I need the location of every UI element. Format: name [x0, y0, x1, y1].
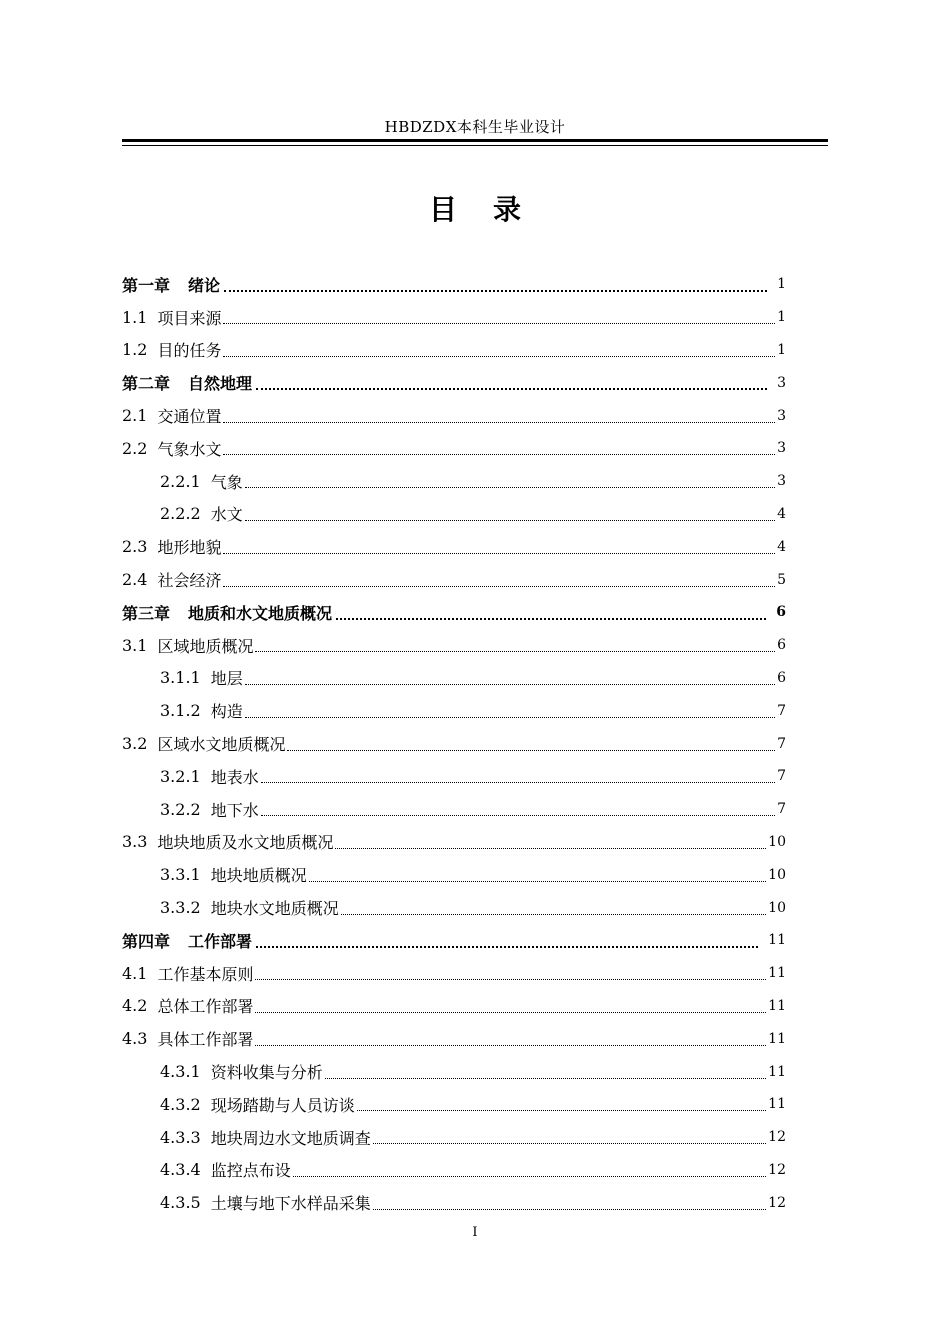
toc-entry-number: 4.3	[122, 1029, 148, 1049]
toc-entry-page: 4	[777, 538, 786, 555]
toc-dot-leader	[287, 749, 775, 751]
toc-entry-label: 土壤与地下水样品采集	[210, 1194, 371, 1214]
toc-entry-label: 目的任务	[157, 341, 222, 361]
toc-entry[interactable]	[122, 498, 786, 531]
toc-title: 目录	[428, 193, 557, 226]
toc-entry[interactable]	[122, 432, 786, 465]
toc-entry-label: 具体工作部署	[157, 1030, 254, 1050]
toc-entry-page: 3	[777, 440, 786, 457]
header-rule-thin	[122, 145, 828, 146]
toc-entry-page: 3	[777, 374, 786, 391]
toc-dot-leader	[223, 421, 775, 423]
toc-entry-number: 第一章	[122, 275, 171, 295]
toc-dot-leader	[373, 1142, 766, 1144]
toc-entry[interactable]	[122, 891, 786, 924]
toc-entry[interactable]	[122, 858, 786, 891]
toc-entry-page: 11	[768, 1063, 786, 1080]
toc-entry-number: 2.4	[122, 570, 148, 590]
toc-dot-leader	[223, 355, 775, 357]
toc-dot-leader	[255, 978, 766, 980]
toc-entry-number: 2.2.2	[160, 504, 201, 524]
toc-entry-label: 水文	[210, 505, 243, 525]
toc-entry-page: 3	[777, 407, 786, 424]
toc-entry-page: 6	[777, 637, 786, 654]
toc-dot-leader	[223, 322, 775, 324]
toc-entry-number: 3.1.2	[160, 701, 201, 721]
toc-entry[interactable]	[122, 727, 786, 760]
toc-dot-leader	[245, 486, 775, 488]
toc-entry-label: 自然地理	[188, 374, 253, 394]
toc-dot-leader	[255, 650, 775, 652]
toc-entry-number: 4.3.4	[160, 1160, 201, 1180]
toc-dot-leader	[245, 519, 775, 521]
toc-entry-page: 11	[768, 1096, 786, 1113]
toc-entry-label: 地质和水文地质概况	[188, 603, 333, 623]
toc-entry[interactable]	[122, 957, 786, 990]
toc-entry-label: 工作基本原则	[157, 964, 254, 984]
toc-entry[interactable]	[122, 1121, 786, 1154]
toc-dot-leader	[373, 1208, 766, 1210]
toc-entry-label: 资料收集与分析	[210, 1063, 323, 1083]
toc-entry-page: 11	[768, 997, 786, 1014]
toc-entry-label: 地块水文地质概况	[210, 899, 339, 919]
toc-entry-page: 6	[776, 604, 786, 621]
toc-entry-page: 1	[777, 276, 786, 293]
toc-dot-leader	[309, 880, 766, 882]
toc-entry[interactable]	[122, 268, 786, 301]
toc-entry-number: 4.3.2	[160, 1094, 201, 1114]
toc-entry-page: 10	[768, 899, 786, 916]
toc-entry[interactable]	[122, 563, 786, 596]
toc-entry-number: 2.2	[122, 438, 148, 458]
toc-entry-label: 地表水	[210, 767, 259, 787]
toc-entry-label: 总体工作部署	[157, 997, 254, 1017]
toc-dot-leader	[223, 453, 775, 455]
toc-entry-page: 7	[777, 702, 786, 719]
toc-entry-label: 监控点布设	[210, 1161, 291, 1181]
toc-entry-label: 地块地质及水文地质概况	[157, 833, 334, 853]
toc-entry[interactable]	[122, 465, 786, 498]
toc-entry-label: 构造	[210, 702, 243, 722]
toc-entry-page: 10	[768, 833, 786, 850]
page-number: I	[472, 1225, 478, 1240]
toc-entry-page: 4	[777, 505, 786, 522]
toc-entry-number: 3.3.1	[160, 865, 201, 885]
toc-entry-number: 4.3.5	[160, 1193, 201, 1213]
toc-dot-leader	[325, 1077, 766, 1079]
toc-entry-number: 第四章	[122, 931, 171, 951]
toc-dot-leader	[256, 945, 758, 948]
toc-entry-number: 1.1	[122, 307, 148, 327]
toc-entry-number: 2.2.1	[160, 471, 201, 491]
toc-entry-page: 7	[777, 801, 786, 818]
toc-entry-label: 地块周边水文地质调查	[210, 1128, 371, 1148]
toc-dot-leader	[261, 814, 775, 816]
toc-entry-number: 3.2	[122, 734, 148, 754]
toc-entry-page: 12	[768, 1129, 786, 1146]
toc-entry-page: 12	[768, 1194, 786, 1211]
toc-entry-number: 2.3	[122, 537, 148, 557]
toc-entry-page: 7	[777, 768, 786, 785]
toc-entry-number: 3.2.1	[160, 766, 201, 786]
toc-entry[interactable]	[122, 334, 786, 367]
toc-entry[interactable]	[122, 826, 786, 859]
toc-entry[interactable]	[122, 990, 786, 1023]
toc-entry-page: 12	[768, 1161, 786, 1178]
toc-entry-label: 区域地质概况	[157, 636, 254, 656]
toc-entry[interactable]	[122, 1154, 786, 1187]
toc-entry[interactable]	[122, 366, 786, 399]
toc-entry[interactable]	[122, 793, 786, 826]
toc-entry-number: 4.2	[122, 996, 148, 1016]
toc-entry-page: 10	[768, 866, 786, 883]
toc-entry-label: 交通位置	[157, 407, 222, 427]
toc-dot-leader	[336, 617, 766, 620]
toc-dot-leader	[224, 289, 767, 292]
toc-entry-number: 2.1	[122, 406, 148, 426]
toc-entry-number: 3.1.1	[160, 668, 201, 688]
toc-entry-label: 地下水	[210, 800, 259, 820]
toc-entry-label: 现场踏勘与人员访谈	[210, 1095, 355, 1115]
toc-entry[interactable]	[122, 1022, 786, 1055]
toc-entry[interactable]	[122, 662, 786, 695]
toc-entry[interactable]	[122, 301, 786, 334]
toc-dot-leader	[335, 847, 766, 849]
toc-entry-page: 11	[768, 1030, 786, 1047]
toc-entry-label: 项目来源	[157, 308, 222, 328]
toc-entry-page: 11	[768, 965, 786, 982]
toc-entry-label: 气象	[210, 472, 243, 492]
toc-dot-leader	[357, 1109, 766, 1111]
toc-dot-leader	[223, 552, 775, 554]
toc-entry-page: 1	[777, 309, 786, 326]
toc-entry[interactable]	[122, 1186, 786, 1219]
toc-dot-leader	[245, 683, 775, 685]
toc-entry[interactable]	[122, 1055, 786, 1088]
toc-entry-label: 地形地貌	[157, 538, 222, 558]
toc-entry-number: 4.3.1	[160, 1062, 201, 1082]
toc-dot-leader	[256, 387, 767, 390]
toc-entry-page: 6	[777, 669, 786, 686]
toc-entry-page: 11	[768, 932, 786, 949]
toc-entry-label: 绪论	[188, 275, 221, 295]
toc-entry[interactable]	[122, 596, 786, 629]
toc-entry[interactable]	[122, 530, 786, 563]
toc-dot-leader	[223, 585, 775, 587]
toc-entry-label: 气象水文	[157, 439, 222, 459]
toc-dot-leader	[261, 781, 775, 783]
table-of-contents	[122, 268, 786, 1219]
toc-entry-page: 1	[777, 341, 786, 358]
toc-entry-number: 3.1	[122, 635, 148, 655]
toc-entry-number: 1.2	[122, 340, 148, 360]
toc-entry-number: 第二章	[122, 374, 171, 394]
toc-entry-number: 3.2.2	[160, 799, 201, 819]
toc-entry-page: 7	[777, 735, 786, 752]
running-header: HBDZDX本科生毕业设计	[384, 118, 566, 136]
toc-entry[interactable]	[122, 924, 786, 957]
toc-entry-label: 地层	[210, 669, 243, 689]
toc-entry-page: 3	[777, 473, 786, 490]
toc-dot-leader	[245, 716, 775, 718]
toc-entry-label: 地块地质概况	[210, 866, 307, 886]
toc-dot-leader	[255, 1011, 766, 1013]
toc-entry-page: 5	[777, 571, 786, 588]
toc-entry[interactable]	[122, 1088, 786, 1121]
header-rule-thick	[122, 139, 828, 142]
toc-entry-number: 3.3.2	[160, 898, 201, 918]
toc-dot-leader	[293, 1175, 766, 1177]
toc-entry-number: 4.3.3	[160, 1127, 201, 1147]
toc-entry-label: 社会经济	[157, 571, 222, 591]
toc-entry-number: 3.3	[122, 832, 148, 852]
toc-entry-number: 4.1	[122, 963, 148, 983]
toc-entry-label: 区域水文地质概况	[157, 735, 286, 755]
toc-dot-leader	[255, 1044, 766, 1046]
toc-entry[interactable]	[122, 399, 786, 432]
toc-entry-label: 工作部署	[188, 931, 253, 951]
toc-entry[interactable]	[122, 629, 786, 662]
toc-dot-leader	[341, 913, 766, 915]
toc-entry[interactable]	[122, 760, 786, 793]
toc-entry-number: 第三章	[122, 603, 171, 623]
toc-entry[interactable]	[122, 694, 786, 727]
